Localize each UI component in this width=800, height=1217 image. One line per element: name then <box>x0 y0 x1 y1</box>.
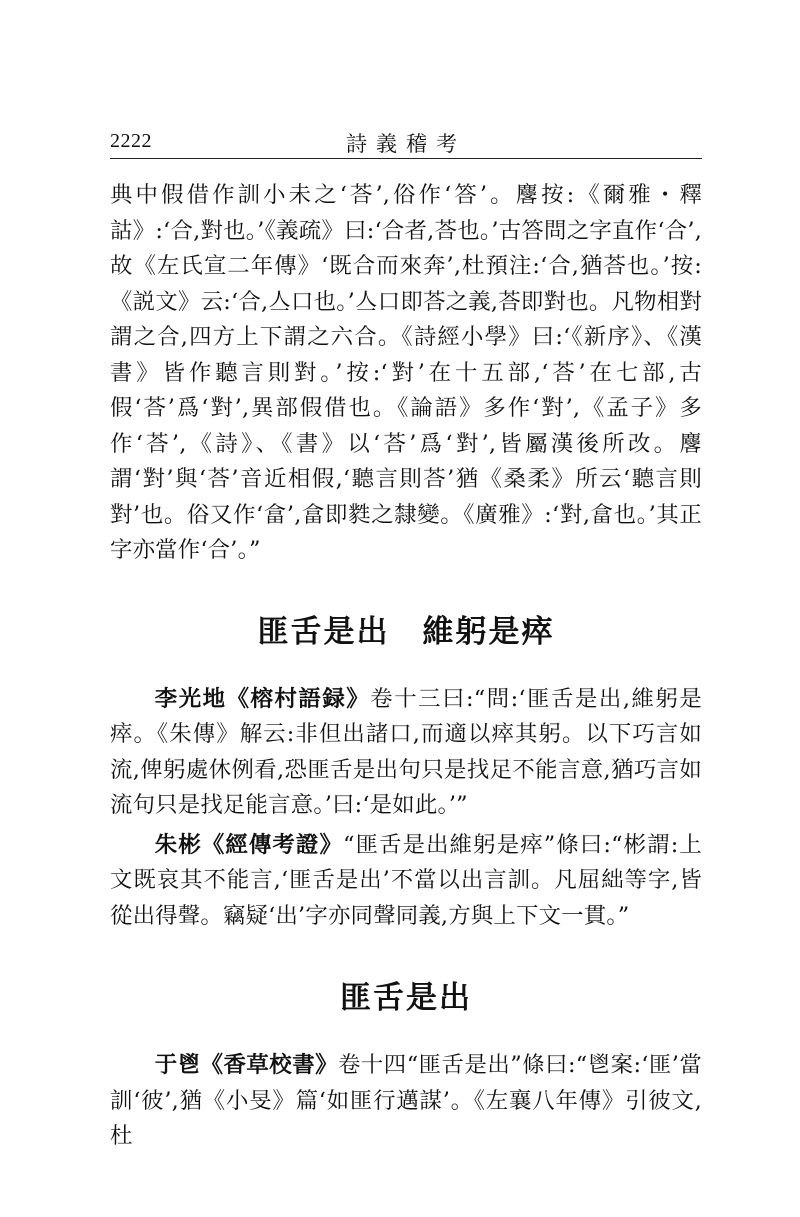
paragraph <box>110 828 702 935</box>
quote-text: “匪舌是出維躬是瘁”條曰:“彬謂:上文既哀其不能言,‘匪舌是出’不當以出言訓。凡屈絀等字,皆從出得聲。竊疑‘出’字亦同聲同義,方與上下文一貫。” <box>110 831 702 929</box>
paragraph <box>110 682 702 824</box>
cited-work: 李光地《榕村語録》 <box>154 685 371 712</box>
paragraph <box>110 1048 702 1155</box>
page-number: 2222 <box>110 130 152 152</box>
quote-text: 卷十三曰:“問:‘匪舌是出,維躬是瘁。《朱傳》解云:非但出諸口,而適以瘁其躬。以下巧言如流,俾躬處休例看,恐匪舌是出句只是找足不能言意,猶巧言如流句只是找足能言意。’曰:‘是如此。’” <box>110 685 702 818</box>
paragraph-continued: 典中假借作訓小未之‘荅’,俗作‘答’。麐按:《爾雅・釋詁》:‘合,對也。’《義疏》曰:‘合者,荅也。’古答問之字直作‘合’,故《左氏宣二年傳》‘既合而來奔’,杜預注:‘合,猶荅也。’按:《説文》云:‘合,亼口也。’亼口即荅之義,荅即對也。凡物相對謂之合,四方上下謂之六合。《詩經小學》曰:‘《新序》、《漢書》皆作聽言則對。’按:‘對’在十五部,‘荅’在七部,古假‘荅’爲‘對’,異部假借也。《論語》多作‘對’,《孟子》多作‘荅’,《詩》、《書》以‘荅’爲‘對’,皆屬漢後所改。麐謂‘對’與‘荅’音近相假,‘聽言則荅’猶《桑柔》所云‘聽言則對’也。俗又作‘畣’,畣即㽔之隸變。《廣雅》:‘對,畣也。’其正字亦當作‘合’。” <box>110 182 702 563</box>
page-body <box>110 178 702 1155</box>
running-header <box>110 128 702 159</box>
section-title: 匪舌是出 <box>340 980 472 1016</box>
cited-work: 于鬯《香草校書》 <box>154 1052 338 1078</box>
cited-work: 朱彬《經傳考證》 <box>154 831 343 858</box>
quote-text: 卷十四“匪舌是出”條曰:“鬯案:‘匪’當訓‘彼’,猶《小旻》篇‘如匪行邁謀’。《左襄八年傳》引彼文,杜 <box>110 1052 702 1149</box>
book-title: 詩義稽考 <box>346 132 466 156</box>
section-title: 匪舌是出 維躬是瘁 <box>257 613 555 650</box>
